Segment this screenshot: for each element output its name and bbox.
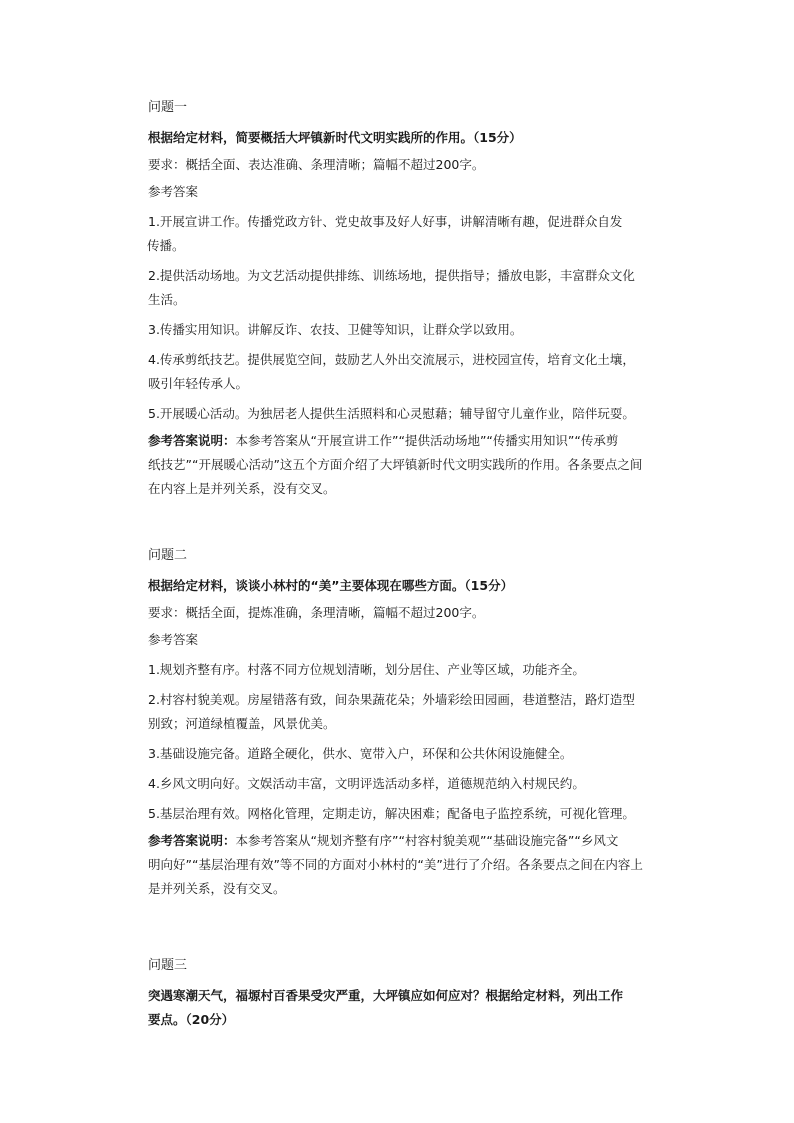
answer-note-text: 本参考答案从“开展宣讲工作”“提供活动场地”“传播实用知识”“传承剪 <box>235 433 619 448</box>
answer-item: 5.开展暖心活动。为独居老人提供生活照料和心灵慰藉；辅导留守儿童作业，陪伴玩耍。 <box>148 406 635 421</box>
answer-note-text: 本参考答案从“规划齐整有序”“村容村貌美观”“基础设施完备”“乡风文 <box>235 833 619 848</box>
question-one-section <box>148 96 668 501</box>
question-one-text: 根据给定材料，简要概括大坪镇新时代文明实践所的作用。（15分） <box>148 130 522 145</box>
question-two-section <box>148 544 668 901</box>
answer-item-continued: 别致；河道绿植覆盖，风景优美。 <box>148 716 336 731</box>
question-three-text-continued: 要点。（20分） <box>148 1012 235 1027</box>
answer-note <box>148 829 668 853</box>
answer-note <box>148 429 668 453</box>
answer-item-continued: 生活。 <box>148 292 186 307</box>
question-three-text: 突遇寒潮天气，福塬村百香果受灾严重，大坪镇应如何应对？根据给定材料，列出工作 <box>148 988 624 1003</box>
question-two-requirement: 要求：概括全面，提炼准确，条理清晰，篇幅不超过200字。 <box>148 605 485 620</box>
answer-item: 2.提供活动场地。为文艺活动提供排练、训练场地，提供指导；播放电影，丰富群众文化 <box>148 268 635 283</box>
answer-note-label: 参考答案说明： <box>148 433 236 448</box>
answer-note-continued: 纸技艺”“开展暖心活动”这五个方面介绍了大坪镇新时代文明实践所的作用。各条要点之间 <box>148 457 643 472</box>
question-two-label: 问题二 <box>148 548 188 563</box>
answer-item: 3.基础设施完备。道路全硬化，供水、宽带入户，环保和公共休闲设施健全。 <box>148 746 573 761</box>
answer-note-continued: 明向好”“基层治理有效”等不同的方面对小林村的“美”进行了介绍。各条要点之间在内容上 <box>148 857 643 872</box>
question-two-text: 根据给定材料，谈谈小林村的“美”主要体现在哪些方面。（15分） <box>148 578 514 593</box>
question-three-label: 问题三 <box>148 958 188 973</box>
answer-item: 1.规划齐整有序。村落不同方位规划清晰，划分居住、产业等区域，功能齐全。 <box>148 662 585 677</box>
answer-note-continued: 是并列关系，没有交叉。 <box>148 881 286 896</box>
answer-item: 3.传播实用知识。讲解反诈、农技、卫健等知识，让群众学以致用。 <box>148 322 523 337</box>
answer-item: 5.基层治理有效。网格化管理，定期走访，解决困难；配备电子监控系统，可视化管理。 <box>148 806 635 821</box>
question-one-label: 问题一 <box>148 100 188 115</box>
answer-item-continued: 吸引年轻传承人。 <box>148 376 249 391</box>
answer-item: 4.传承剪纸技艺。提供展览空间，鼓励艺人外出交流展示，进校园宣传，培育文化土壤， <box>148 352 635 367</box>
answer-item-line: 1.开展宣讲工作。传播党政方针、党史故事及好人好事，讲解清晰有趣，促进群众自发 <box>148 214 623 229</box>
question-two-answer-title: 参考答案 <box>148 632 199 647</box>
question-one-requirement: 要求：概括全面、表达准确、条理清晰；篇幅不超过200字。 <box>148 157 485 172</box>
question-three-section <box>148 954 668 1032</box>
answer-item: 4.乡风文明向好。文娱活动丰富，文明评选活动多样，道德规范纳入村规民约。 <box>148 776 585 791</box>
answer-item-continued: 传播。 <box>147 238 185 253</box>
answer-note-continued: 在内容上是并列关系，没有交叉。 <box>148 481 336 496</box>
answer-item <box>148 210 668 234</box>
answer-note-label: 参考答案说明： <box>148 833 236 848</box>
question-one-answer-title: 参考答案 <box>148 184 199 199</box>
answer-item: 2.村容村貌美观。房屋错落有致，间杂果蔬花朵；外墙彩绘田园画，巷道整洁，路灯造型 <box>148 692 635 707</box>
